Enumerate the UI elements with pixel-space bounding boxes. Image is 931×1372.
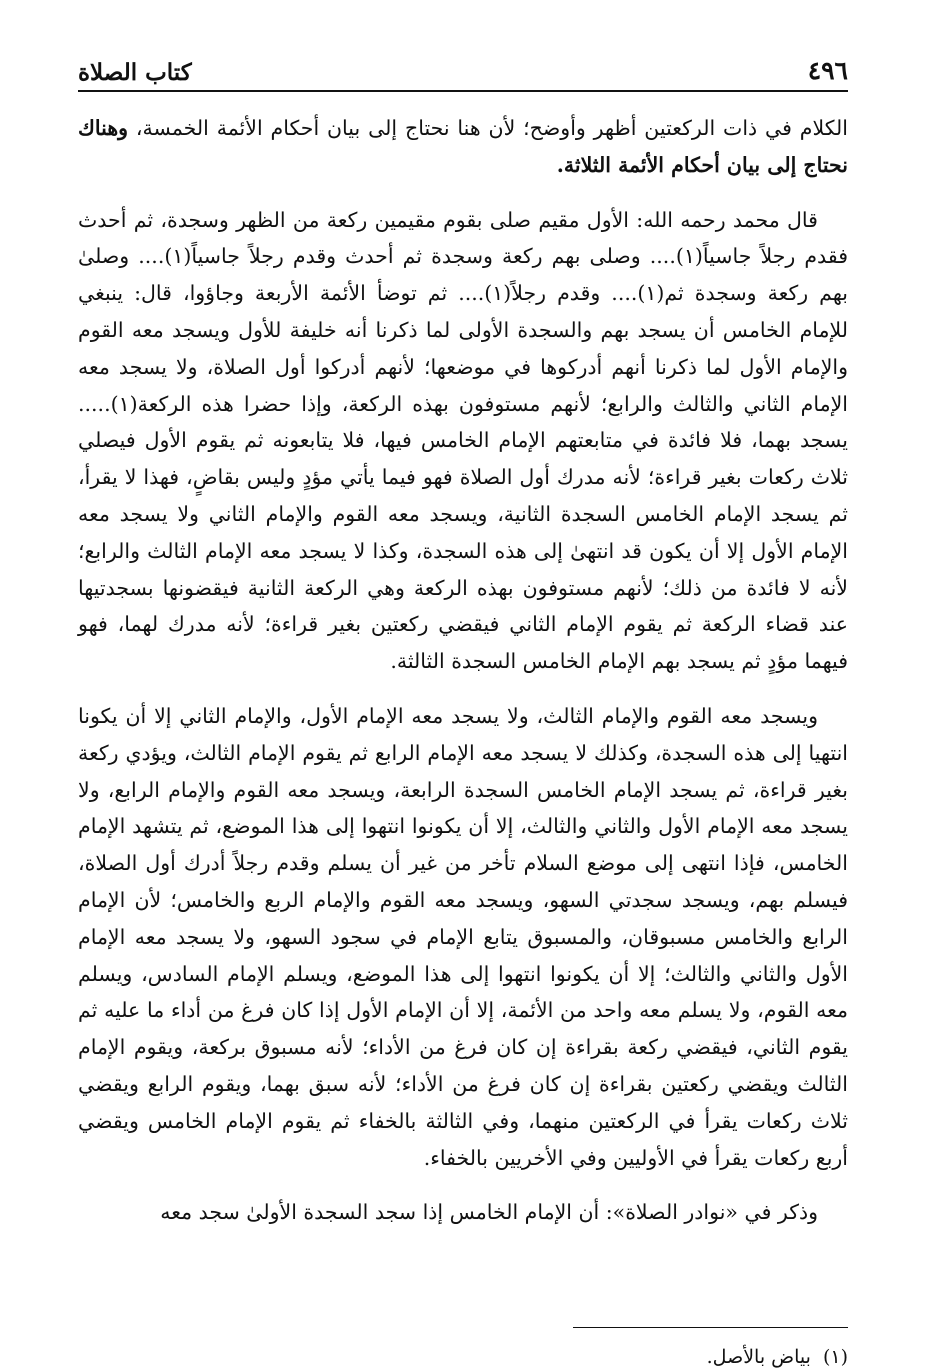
paragraph-2 [78,202,848,680]
text-line: خليفة للأول ويسجد معه القوم والإمام الأول لما ذكرنا أنهم أدركوها في موضعها؛ لأنهم [78,317,848,379]
text-line: الخامس فيها، فلا يتابعونه ثم يقوم الأول فيصلي ثلاث ركعات بغير قراءة؛ لأنه مدرك [78,428,848,490]
footnote-text: بياض بالأصل. [706,1346,811,1368]
text-line: قد انتهىٰ إلى هذه السجدة، وكذا لا يسجد معه الإمام الثالث والرابع؛ لأنه لا فائدة من [78,538,848,600]
text-line: جاسياً(١).... وصلىٰ بهم ركعة وسجدة ثم(١).... وقدم رجلاً(١).... ثم توضأ الأئمة [78,244,848,306]
text-line: من الأئمة، إلا أن الإمام الأول إذا كان فرغ من أداء ما عليه ثم يقوم الثاني، فيقضي ركعة [78,998,848,1060]
text-line: القوم والإمام الربع والخامس؛ لأن الإمام الرابع والخامس مسبوقان، والمسبوق يتابع [78,887,848,949]
text-line: الركعة ثم يقوم الإمام الثاني فيقضي ركعتين بغير قراءة؛ لأنه مدرك لهما، فهو فيهما مؤدٍ [78,612,848,674]
body-text [78,110,848,1231]
footnote-number: (١) [822,1346,848,1368]
text-line: بقراءة إن كان فرغ من الأداء؛ لأنه سبق بهما، ويقوم الرابع ويقضي ثلاث ركعات يقرأ في [78,1071,848,1133]
text-line: وهناك نحتاج إلى بيان أحكام الأئمة الثلاثة. [78,116,848,177]
text-line: إلى هذا الموضع، ثم يتشهد الإمام الخامس، فإذا انتهى إلى موضع السلام تأخر من غير [78,814,848,876]
text-line: ثم يسجد بهم الإمام الخامس السجدة الثالثة. [390,649,761,674]
footnote [707,1342,848,1372]
text-line: ويسجد معه القوم والإمام الثالث، ولا يسجد معه الإمام الأول، والإمام الثاني إلا [154,703,818,728]
footnote-rule [573,1327,848,1328]
page-number: ٤٩٦ [807,56,848,85]
paragraph-4 [78,1194,848,1231]
page-header [78,50,848,86]
text-line: السجدة الثانية، ويسجد معه القوم والإمام الثاني ولا يسجد معه الإمام الأول إلا أن يكون [78,501,848,563]
text-line: الأربعة وجاؤوا، قال: ينبغي للإمام الخامس أن يسجد بهم والسجدة الأولى لما ذكرنا أنه [78,281,848,342]
paragraph-3 [78,698,848,1176]
text-line: قال محمد رحمه الله: الأول مقيم صلى بقوم مقيمين ركعة من الظهر وسجدة، ثم [133,207,818,232]
text-line: انتهوا إلى هذا الموضع، ويسلم الإمام السادس، ويسلم معه القوم، ولا يسلم معه واحد [78,961,848,1023]
text-line: أحدث فقدم رجلاً جاسياً(١).... وصلى بهم ركعة وسجدة ثم أحدث وقدم رجلاً [78,207,848,269]
text-line: أن يسلم وقدم رجلاً أدرك أول الصلاة، فيسلم بهم، ويسجد سجدتي السهو، ويسجد معه [78,851,848,912]
text-line: أول الصلاة فهو فيما يأتي مؤدٍ وليس بقاضٍ، فهذا لا يقرأ، ثم يسجد الإمام الخامس [78,465,848,526]
text-line: الركعة، وإذا حضرا هذه الركعة(١)..... يسجد بهما، فلا فائدة في متابعتهم الإمام [78,391,848,453]
text-line: الركعتين منهما، وفي الثالثة بالخفاء ثم يقوم الإمام الخامس ويقضي أربع ركعات يقرأ في [78,1108,848,1170]
text-line: ذلك؛ لأنهم مستوفون بهذه الركعة وهي الركعة الثانية فيقضونها بسجدتيها عند قضاء [78,575,848,637]
text-line: القوم والإمام الرابع، ولا يسجد معه الإمام الأول والثاني والثالث، إلا أن يكونوا انتهوا [78,777,848,839]
text-line: الإمام في سجود السهو، ولا يسجد معه الإمام الأول والثاني والثالث؛ إلا أن يكونوا [78,924,848,986]
text-line: بقراءة إن كان فرغ من الأداء؛ لأنه مسبوق بركعة، ويقوم الإمام الثالث ويقضي ركعتين [78,1035,848,1096]
text-line: أدركوا أول الصلاة، ولا يسجد معه الإمام الثاني والثالث والرابع؛ لأنهم مستوفون بهذه [78,354,848,416]
book-page [78,50,848,1368]
text-line: الكلام في ذات الركعتين أظهر وأوضح؛ لأن هنا نحتاج إلى بيان أحكام الأئمة الخمسة، [135,116,848,140]
text-line: أن يكونا انتهيا إلى هذه السجدة، وكذلك لا يسجد معه الإمام الرابع ثم يقوم الإمام [78,703,848,765]
text-line: الأوليين وفي الأخريين بالخفاء. [423,1145,675,1170]
text-line: الثالث، ويؤدي ركعة بغير قراءة، ثم يسجد الإمام الخامس السجدة الرابعة، ويسجد معه [78,740,848,802]
paragraph-1 [78,110,848,184]
running-title: كتاب الصلاة [78,59,192,86]
header-rule [78,90,848,92]
text-line: وذكر في «نوادر الصلاة»: أن الإمام الخامس إذا سجد السجدة الأولىٰ سجد معه [160,1200,818,1225]
